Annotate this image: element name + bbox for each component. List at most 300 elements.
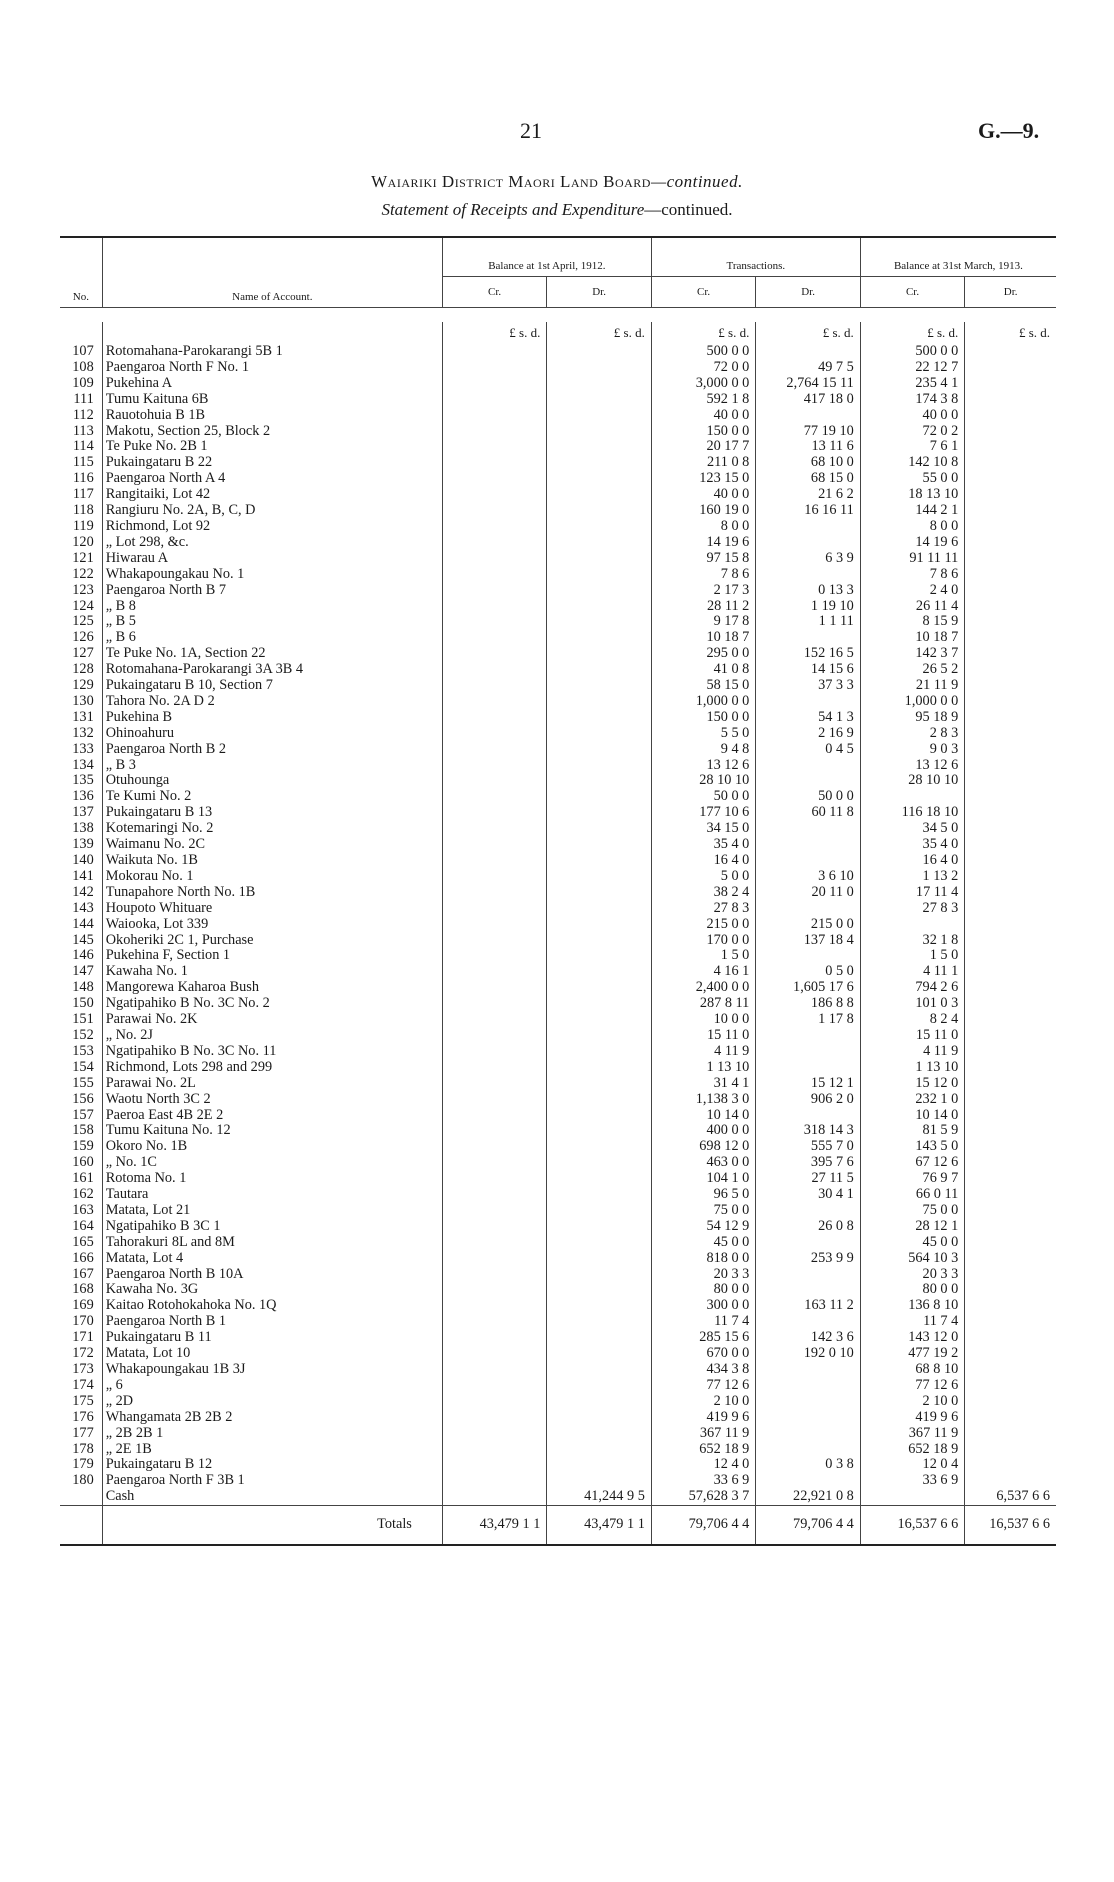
transactions-dr: 77 19 10 [756,424,860,440]
balance-start-cr [442,853,546,869]
balance-start-dr [547,424,651,440]
balance-start-cr [442,996,546,1012]
transactions-dr: 13 11 6 [756,439,860,455]
table-row [60,1060,1056,1076]
balance-start-dr [547,1139,651,1155]
table-row [60,773,1056,789]
balance-start-dr [547,917,651,933]
account-number: 166 [72,1250,94,1266]
account-number: 125 [72,614,94,630]
transactions-dr [756,1394,860,1410]
balance-end-dr [965,901,1056,917]
balance-end-dr [965,1442,1056,1458]
transactions-cr: 5 0 0 [651,869,755,885]
balance-end-dr [965,519,1056,535]
account-name: Tunapahore North No. 1B [102,885,442,901]
table-row [60,758,1056,774]
balance-start-cr [442,1171,546,1187]
account-name: Whangamata 2B 2B 2 [102,1410,442,1426]
transactions-dr: 152 16 5 [756,646,860,662]
balance-end-cr: 500 0 0 [860,344,964,360]
account-number: 161 [72,1171,94,1187]
balance-start-dr [547,758,651,774]
account-name: Te Puke No. 1A, Section 22 [102,646,442,662]
account-number: 108 [72,359,94,375]
transactions-dr: 0 4 5 [756,742,860,758]
balance-end-dr [965,1473,1056,1489]
table-row [60,694,1056,710]
balance-start-dr [547,551,651,567]
transactions-dr: 50 0 0 [756,789,860,805]
balance-start-dr [547,408,651,424]
transactions-cr: 97 15 8 [651,551,755,567]
balance-end-cr: 33 6 9 [860,1473,964,1489]
table-row [60,344,1056,360]
transactions-dr: 22,921 0 8 [756,1489,860,1505]
units-label: £ s. d. [965,322,1056,344]
transactions-dr [756,1203,860,1219]
totals-row [60,1506,1056,1546]
balance-end-cr: 13 12 6 [860,758,964,774]
transactions-cr: 1 5 0 [651,948,755,964]
table-row [60,885,1056,901]
units-label: £ s. d. [442,322,546,344]
transactions-cr: 41 0 8 [651,662,755,678]
transactions-cr: 670 0 0 [651,1346,755,1362]
account-number: 168 [72,1282,94,1298]
balance-start-dr [547,1235,651,1251]
account-name: Parawai No. 2L [102,1076,442,1092]
balance-start-dr [547,439,651,455]
balance-end-cr: 1 5 0 [860,948,964,964]
balance-end-dr: 6,537 6 6 [965,1489,1056,1505]
balance-start-cr [442,869,546,885]
transactions-dr: 16 16 11 [756,503,860,519]
account-number: 143 [72,900,94,916]
transactions-cr: 177 10 6 [651,805,755,821]
account-name: Richmond, Lots 298 and 299 [102,1060,442,1076]
account-number: 116 [72,471,94,487]
table-row [60,630,1056,646]
account-name: Kotemaringi No. 2 [102,821,442,837]
balance-start-cr [442,1314,546,1330]
table-row [60,1012,1056,1028]
balance-start-cr [442,583,546,599]
account-number: 132 [72,725,94,741]
account-name: „ 2B 2B 1 [102,1426,442,1442]
balance-end-dr [965,821,1056,837]
balance-end-cr: 16 4 0 [860,853,964,869]
balance-end-dr [965,1362,1056,1378]
account-name: Ohinoahuru [102,726,442,742]
transactions-dr [756,1267,860,1283]
table-row [60,1108,1056,1124]
transactions-dr [756,1426,860,1442]
transactions-dr: 137 18 4 [756,933,860,949]
table-row [60,710,1056,726]
balance-end-dr [965,487,1056,503]
transactions-dr: 54 1 3 [756,710,860,726]
balance-start-cr [442,694,546,710]
balance-start-dr [547,948,651,964]
transactions-cr: 287 8 11 [651,996,755,1012]
balance-end-dr [965,805,1056,821]
balance-start-dr [547,376,651,392]
transactions-cr: 20 3 3 [651,1267,755,1283]
account-number: 145 [72,932,94,948]
account-number: 111 [73,391,94,407]
account-name: Te Kumi No. 2 [102,789,442,805]
table-row [60,821,1056,837]
balance-end-cr: 235 4 1 [860,376,964,392]
balance-start-cr [442,1092,546,1108]
transactions-cr: 9 17 8 [651,614,755,630]
account-name: Matata, Lot 10 [102,1346,442,1362]
transactions-cr: 698 12 0 [651,1139,755,1155]
transactions-cr: 35 4 0 [651,837,755,853]
balance-end-dr [965,869,1056,885]
table-row [60,360,1056,376]
balance-end-cr: 28 10 10 [860,773,964,789]
balance-start-cr [442,964,546,980]
table-row [60,789,1056,805]
account-name: Tautara [102,1187,442,1203]
table-row [60,424,1056,440]
transactions-dr [756,1362,860,1378]
account-name: Hiwarau A [102,551,442,567]
transactions-cr: 211 0 8 [651,455,755,471]
transactions-cr: 38 2 4 [651,885,755,901]
account-name: Pukehina A [102,376,442,392]
account-number: 130 [72,693,94,709]
transactions-cr: 434 3 8 [651,1362,755,1378]
account-name: Waiooka, Lot 339 [102,917,442,933]
table-row [60,1028,1056,1044]
balance-start-dr [547,726,651,742]
balance-end-cr: 26 11 4 [860,599,964,615]
balance-end-cr: 27 8 3 [860,901,964,917]
account-number: 154 [72,1059,94,1075]
balance-end-dr [965,1410,1056,1426]
balance-start-cr [442,1330,546,1346]
balance-end-cr: 142 10 8 [860,455,964,471]
table-row [60,1076,1056,1092]
balance-end-dr [965,1314,1056,1330]
table-row [60,1203,1056,1219]
balance-end-dr [965,360,1056,376]
account-number: 177 [72,1425,94,1441]
total-balance-end-cr: 16,537 6 6 [860,1506,964,1546]
balance-end-dr [965,948,1056,964]
transactions-cr: 20 17 7 [651,439,755,455]
account-name: Tumu Kaituna 6B [102,392,442,408]
account-number: 174 [72,1377,94,1393]
balance-end-cr: 10 14 0 [860,1108,964,1124]
balance-start-cr [442,1410,546,1426]
balance-end-dr [965,1203,1056,1219]
balance-end-cr: 72 0 2 [860,424,964,440]
balance-start-dr [547,1219,651,1235]
balance-start-cr [442,614,546,630]
balance-end-cr: 55 0 0 [860,471,964,487]
balance-start-dr: 41,244 9 5 [547,1489,651,1505]
balance-start-cr [442,1473,546,1489]
transactions-cr: 80 0 0 [651,1282,755,1298]
table-row [60,964,1056,980]
balance-end-cr: 77 12 6 [860,1378,964,1394]
balance-start-cr [442,948,546,964]
transactions-cr: 123 15 0 [651,471,755,487]
balance-end-cr: 75 0 0 [860,1203,964,1219]
balance-start-dr [547,567,651,583]
balance-start-dr [547,503,651,519]
balance-end-cr: 652 18 9 [860,1442,964,1458]
account-name: „ B 8 [102,599,442,615]
balance-start-cr [442,805,546,821]
transactions-cr: 285 15 6 [651,1330,755,1346]
account-name: Paengaroa North B 1 [102,1314,442,1330]
table-row [60,996,1056,1012]
table-row [60,1155,1056,1171]
transactions-dr [756,948,860,964]
account-name: Kaitao Rotohokahoka No. 1Q [102,1298,442,1314]
balance-start-cr [442,1378,546,1394]
transactions-cr: 4 11 9 [651,1044,755,1060]
account-name: Ngatipahiko B No. 3C No. 2 [102,996,442,1012]
balance-start-dr [547,519,651,535]
balance-end-dr [965,885,1056,901]
account-number: 179 [72,1457,94,1473]
account-number: 139 [72,837,94,853]
transactions-cr: 5 5 0 [651,726,755,742]
balance-start-cr [442,742,546,758]
balance-start-dr [547,1473,651,1489]
title-continued: —continued. [650,172,743,191]
balance-end-dr [965,1457,1056,1473]
table-row [60,408,1056,424]
account-number: 175 [72,1393,94,1409]
balance-start-dr [547,837,651,853]
balance-start-dr [547,1362,651,1378]
balance-end-cr: 2 10 0 [860,1394,964,1410]
balance-end-cr: 9 0 3 [860,742,964,758]
balance-end-dr [965,471,1056,487]
balance-end-cr: 17 11 4 [860,885,964,901]
balance-start-dr [547,742,651,758]
balance-end-dr [965,694,1056,710]
table-row [60,1457,1056,1473]
transactions-cr: 27 8 3 [651,901,755,917]
accounts-table [60,236,1056,1546]
table-row [60,614,1056,630]
balance-end-cr: 26 5 2 [860,662,964,678]
balance-end-dr [965,1282,1056,1298]
balance-end-cr: 4 11 9 [860,1044,964,1060]
transactions-dr: 1 19 10 [756,599,860,615]
transactions-dr [756,344,860,360]
balance-end-cr: 144 2 1 [860,503,964,519]
transactions-dr: 2 16 9 [756,726,860,742]
balance-start-cr [442,980,546,996]
account-number: 164 [72,1218,94,1234]
transactions-dr: 186 8 8 [756,996,860,1012]
balance-start-dr [547,1410,651,1426]
account-number: 180 [72,1473,94,1489]
table-row [60,1139,1056,1155]
balance-end-dr [965,1346,1056,1362]
account-number: 137 [72,805,94,821]
transactions-dr: 26 0 8 [756,1219,860,1235]
balance-start-dr [547,1267,651,1283]
transactions-cr: 77 12 6 [651,1378,755,1394]
balance-start-cr [442,1044,546,1060]
balance-end-cr: 12 0 4 [860,1457,964,1473]
balance-start-dr [547,1282,651,1298]
header-transactions: Transactions. [651,238,860,277]
balance-start-cr [442,1235,546,1251]
transactions-dr: 20 11 0 [756,885,860,901]
balance-end-dr [965,758,1056,774]
balance-end-cr: 477 19 2 [860,1346,964,1362]
balance-end-dr [965,964,1056,980]
account-number: 167 [72,1266,94,1282]
account-number: 160 [72,1155,94,1171]
balance-start-dr [547,869,651,885]
balance-end-dr [965,614,1056,630]
account-number: 165 [72,1234,94,1250]
balance-end-cr: 794 2 6 [860,980,964,996]
balance-end-cr: 68 8 10 [860,1362,964,1378]
transactions-dr [756,519,860,535]
total-transactions-cr: 79,706 4 4 [651,1506,755,1546]
transactions-cr: 15 11 0 [651,1028,755,1044]
balance-start-dr [547,980,651,996]
table-row [60,1362,1056,1378]
account-number: 170 [72,1314,94,1330]
totals-label: Totals [102,1506,442,1546]
balance-end-cr: 116 18 10 [860,805,964,821]
balance-start-cr [442,567,546,583]
balance-end-cr: 8 2 4 [860,1012,964,1028]
account-name: „ No. 1C [102,1155,442,1171]
table-row [60,805,1056,821]
transactions-dr [756,1060,860,1076]
account-name: „ B 5 [102,614,442,630]
account-number [60,1489,102,1505]
balance-start-cr [442,471,546,487]
account-name: Pukaingataru B 22 [102,455,442,471]
balance-start-cr [442,360,546,376]
transactions-cr: 160 19 0 [651,503,755,519]
account-number: 141 [72,868,94,884]
balance-end-cr: 10 18 7 [860,630,964,646]
balance-start-cr [442,678,546,694]
transactions-dr [756,1108,860,1124]
table-row [60,1378,1056,1394]
balance-start-dr [547,885,651,901]
table-row [60,933,1056,949]
account-number: 142 [72,884,94,900]
balance-end-dr [965,551,1056,567]
transactions-dr [756,1410,860,1426]
transactions-cr: 4 16 1 [651,964,755,980]
table-row [60,646,1056,662]
transactions-cr: 652 18 9 [651,1442,755,1458]
account-name: Ngatipahiko B No. 3C No. 11 [102,1044,442,1060]
account-name: Rotomahana-Parokarangi 3A 3B 4 [102,662,442,678]
table-row [60,439,1056,455]
transactions-dr [756,901,860,917]
table-row [60,869,1056,885]
account-name: „ 2D [102,1394,442,1410]
balance-start-cr [442,535,546,551]
balance-start-dr [547,392,651,408]
transactions-dr [756,1473,860,1489]
balance-end-dr [965,996,1056,1012]
account-number: 113 [72,423,94,439]
balance-start-dr [547,630,651,646]
balance-end-dr [965,1060,1056,1076]
balance-start-dr [547,1314,651,1330]
balance-end-cr: 80 0 0 [860,1282,964,1298]
balance-start-dr [547,773,651,789]
balance-start-dr [547,1076,651,1092]
transactions-cr: 104 1 0 [651,1171,755,1187]
balance-end-dr [965,535,1056,551]
table-row [60,1219,1056,1235]
transactions-cr: 10 18 7 [651,630,755,646]
balance-start-cr [442,1187,546,1203]
account-name: Waotu North 3C 2 [102,1092,442,1108]
balance-start-cr [442,1457,546,1473]
total-balance-end-dr: 16,537 6 6 [965,1506,1056,1546]
balance-start-cr [442,1489,546,1505]
balance-start-dr [547,360,651,376]
balance-start-cr [442,1108,546,1124]
account-name: Rangitaiki, Lot 42 [102,487,442,503]
balance-start-dr [547,487,651,503]
account-name: Tahora No. 2A D 2 [102,694,442,710]
account-number: 171 [72,1330,94,1346]
balance-start-cr [442,646,546,662]
transactions-cr: 170 0 0 [651,933,755,949]
balance-end-cr: 367 11 9 [860,1426,964,1442]
table-row [60,1044,1056,1060]
balance-end-cr: 174 3 8 [860,392,964,408]
transactions-dr: 215 0 0 [756,917,860,933]
account-name: Otuhounga [102,773,442,789]
account-name: „ B 3 [102,758,442,774]
balance-end-dr [965,1012,1056,1028]
balance-end-cr: 15 12 0 [860,1076,964,1092]
balance-end-dr [965,392,1056,408]
transactions-dr [756,1442,860,1458]
account-number: 122 [72,566,94,582]
transactions-dr [756,853,860,869]
account-number: 127 [72,646,94,662]
balance-start-dr [547,996,651,1012]
transactions-dr: 0 13 3 [756,583,860,599]
balance-end-cr: 11 7 4 [860,1314,964,1330]
account-name: Okoro No. 1B [102,1139,442,1155]
balance-end-dr [965,646,1056,662]
account-name: Te Puke No. 2B 1 [102,439,442,455]
account-number: 158 [72,1123,94,1139]
balance-end-cr: 101 0 3 [860,996,964,1012]
transactions-dr: 37 3 3 [756,678,860,694]
balance-start-cr [442,1426,546,1442]
account-name: Paengaroa North F 3B 1 [102,1473,442,1489]
